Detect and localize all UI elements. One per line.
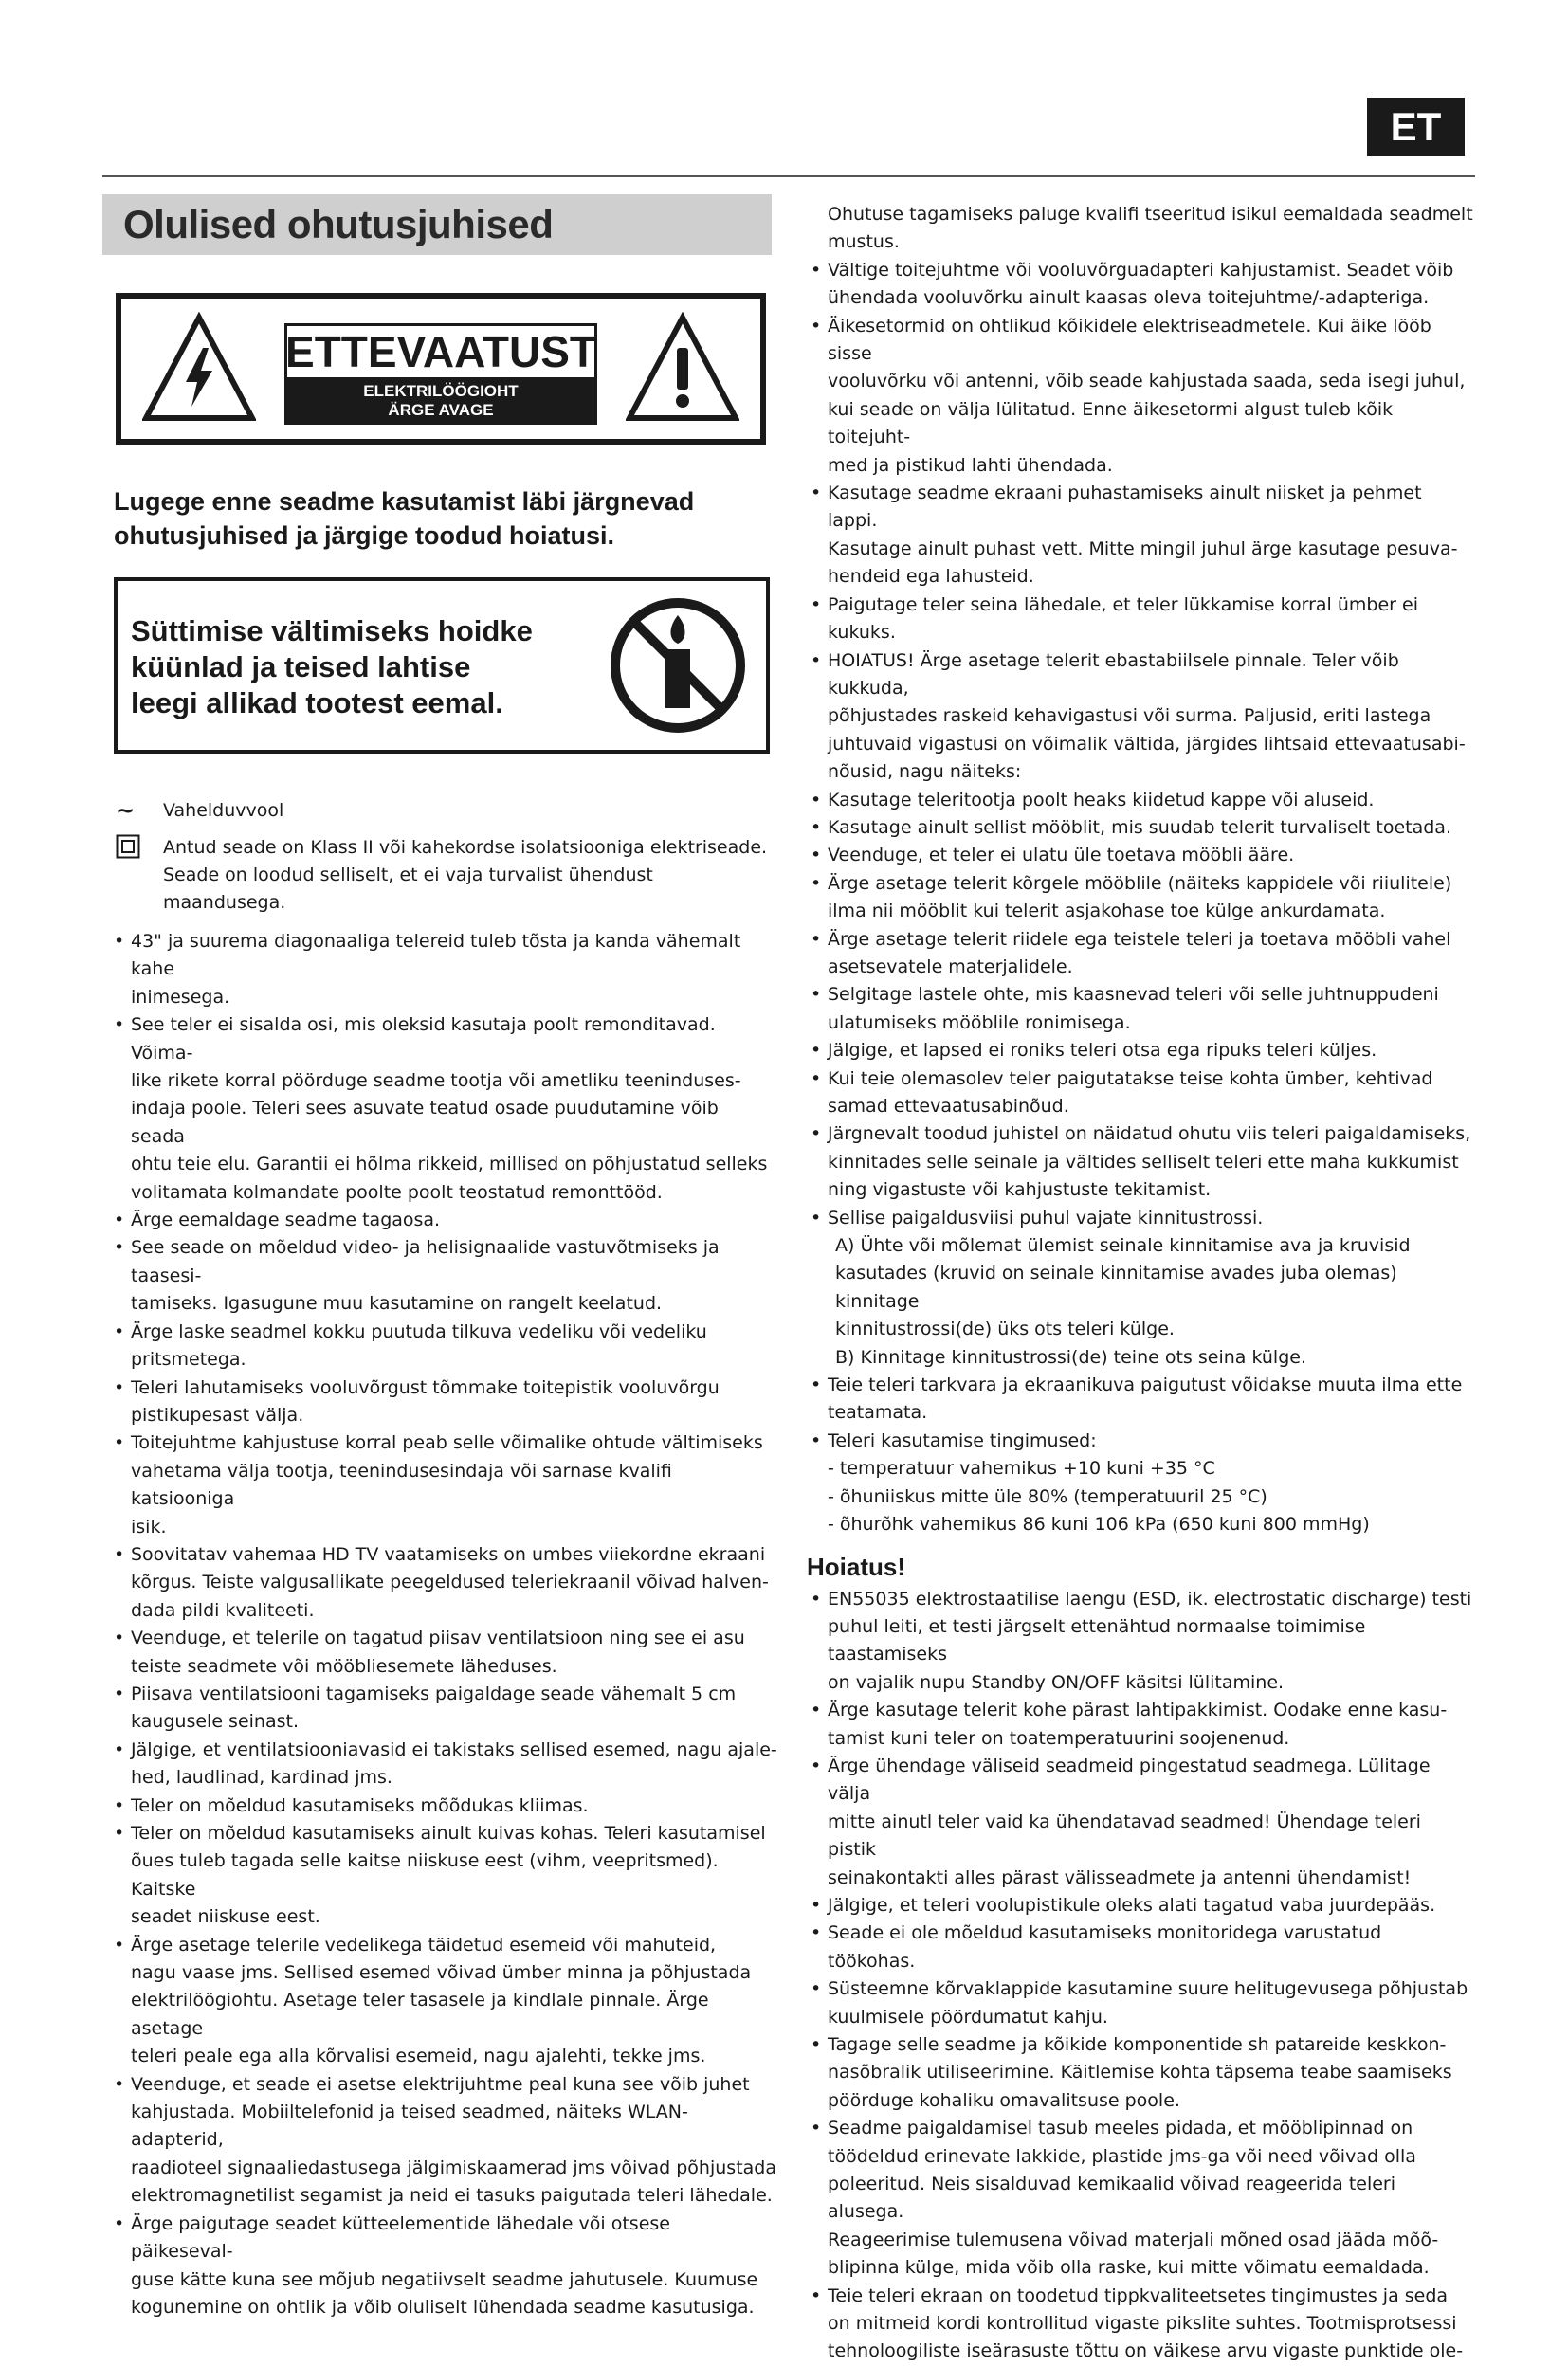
warning-item xyxy=(799,2115,1474,2282)
safety-item xyxy=(102,1319,777,1374)
caution-subtext xyxy=(284,377,597,425)
safety-item-line: • Sellise paigaldusviisi puhul vajate kinnitustrossi. xyxy=(828,1207,1264,1228)
safety-item-line: • Teleri kasutamise tingimused: xyxy=(828,1429,1097,1451)
condition-line: - temperatuur vahemikus +10 kuni +35 °C xyxy=(828,1458,1215,1480)
safety-item-line: volitamata kolmandate poolte poolt teostatud remonttööd. xyxy=(131,1181,663,1203)
operating-conditions xyxy=(799,1455,1474,1538)
safety-item xyxy=(799,1037,1474,1065)
safety-item xyxy=(799,647,1474,787)
safety-item xyxy=(799,981,1474,1037)
warning-item-line: • Jälgige, et teleri voolupistikule oleks alati tagatud vaba juurdepääs. xyxy=(828,1894,1436,1916)
safety-item-line: vahetama välja tootja, teenindusesindaja või sarnase kvalifi katsiooniga xyxy=(131,1460,672,1510)
safety-item-line: raadioteel signaaliedastusega jälgimiskaamerad jms võivad põhjustada xyxy=(131,2157,776,2178)
safety-item-line: guse kätte kuna see mõjub negatiivselt seadme jahutusele. Kuumuse xyxy=(131,2268,758,2290)
mounting-step-line: A) Ühte või mõlemat ülemist seinale kinnitamise ava ja kruvisid xyxy=(835,1235,1411,1257)
safety-item-line: kõrgus. Teiste valgusallikate peegeldused teleriekraanil võivad halven- xyxy=(131,1572,769,1593)
safety-item-line: • Kasutage ainult sellist mööblit, mis suudab telerit turvaliselt toetada. xyxy=(828,816,1451,838)
safety-item-line: elektromagnetilist segamist ja neid ei tasuks paigutada teleri lähedale. xyxy=(131,2185,773,2207)
safety-item xyxy=(799,926,1474,982)
safety-item-line: vooluvõrku või antenni, võib seade kahjustada saada, seda isegi juhul, xyxy=(828,371,1466,392)
warning-item xyxy=(799,2283,1474,2366)
safety-item xyxy=(102,1207,777,1234)
safety-item-line: pistikupesast välja. xyxy=(131,1404,304,1426)
warning-item-line: pöörduge kohaliku omavalitsuse poole. xyxy=(828,2089,1180,2111)
safety-item-line: • Jälgige, et ventilatsiooniavasid ei takistaks sellised esemed, nagu ajale- xyxy=(131,1738,777,1760)
safety-item-line: hendeid ega lahusteid. xyxy=(828,566,1034,588)
safety-item-line: • Kui teie olemasolev teler paigutatakse teise kohta ümber, kehtivad xyxy=(828,1067,1433,1089)
safety-item-line: seadet niiskuse eest. xyxy=(131,1906,320,1928)
safety-item-line: asetsevatele materjalidele. xyxy=(828,956,1073,977)
safety-item-line: • Teie teleri tarkvara ja ekraanikuva paigutust võidakse muuta ilma ette xyxy=(828,1374,1463,1396)
safety-item xyxy=(799,814,1474,842)
right-safety-list-2 xyxy=(799,1372,1474,1455)
right-safety-list xyxy=(799,257,1474,1232)
safety-item-line: • Ärge paigutage seadet kütteelementide lähedale või otsese päikeseval- xyxy=(131,2212,670,2263)
warning-item-line: puhul leiti, et testi järgselt ettenähtud normaalse toimimise taastamiseks xyxy=(828,1615,1366,1665)
safety-item-line: • Ärge asetage telerit kõrgele mööblile (näiteks kappidele või riiulitele) xyxy=(828,872,1452,894)
candle-warning-text xyxy=(131,613,586,721)
safety-item-line: • Teleri lahutamiseks vooluvõrgust tõmmake toitepistik vooluvõrgu xyxy=(131,1376,720,1398)
safety-item-line: ning vigastuste või kahjustuste tekitamist. xyxy=(828,1179,1212,1201)
no-open-flame-icon xyxy=(607,594,749,737)
safety-item-line: • Veenduge, et telerile on tagatud piisav ventilatsioon ning see ei asu xyxy=(131,1628,745,1649)
electric-shock-warning-icon xyxy=(142,312,256,426)
safety-item-line: elektrilöögiohtu. Asetage teler tasasele ja kindlale pinnale. Ärge asetage xyxy=(131,1990,709,2039)
symbol-class2 xyxy=(116,834,777,917)
left-safety-list xyxy=(102,928,777,2321)
safety-item-line: • Ärge laske seadmel kokku puutuda tilkuva vedeliku või vedeliku xyxy=(131,1320,707,1342)
warning-item xyxy=(799,1892,1474,1920)
safety-item-line: • Teler on mõeldud kasutamiseks ainult kuivas kohas. Teleri kasutamisel xyxy=(131,1823,766,1844)
condition-line: - õhuniiskus mitte üle 80% (temperatuuril 25 °C) xyxy=(828,1485,1267,1507)
caution-sub-line: ELEKTRILÖÖGIOHT xyxy=(363,382,519,400)
exclamation-warning-icon xyxy=(626,312,739,426)
warning-item-line: nasõbralik utiliseerimine. Käitlemise kohta täpsema teabe saamiseks xyxy=(828,2062,1452,2084)
lead-line: Lugege enne seadme kasutamist läbi järgnevad xyxy=(114,487,695,516)
safety-item-line: teatamata. xyxy=(828,1402,928,1424)
warning-item-line: • Seadme paigaldamisel tasub meeles pidada, et mööblipinnad on xyxy=(828,2118,1413,2139)
mounting-step-line: kasutades (kruvid on seinale kinnitamise avades juba olemas) kinnitage xyxy=(835,1263,1397,1312)
safety-item-line: ohtu teie elu. Garantii ei hõlma rikkeid, millised on põhjustatud selleks xyxy=(131,1154,768,1175)
safety-item-line: teiste seadmete või mööbliesemete läheduses. xyxy=(131,1655,557,1677)
safety-item xyxy=(799,870,1474,926)
safety-item-line: • 43" ja suurema diagonaaliga telereid tuleb tõsta ja kanda vähemalt kahe xyxy=(131,931,741,980)
warning-item xyxy=(799,2031,1474,2115)
warning-item-line: • Ärge kasutage telerit kohe pärast lahtipakkimist. Oodake enne kasu- xyxy=(828,1700,1448,1721)
safety-item-line: • See teler ei sisalda osi, mis oleksid kasutaja poolt remonditavad. Võima- xyxy=(131,1014,716,1064)
safety-item-line: Kasutage ainult puhast vett. Mitte mingil juhul ärge kasutage pesuva- xyxy=(828,537,1458,559)
warning-item-line: blipinna külge, mida võib olla raske, kui mitte võimatu eemaldada. xyxy=(828,2257,1430,2279)
safety-item-line: • Järgnevalt toodud juhistel on näidatud ohutu viis teleri paigaldamiseks, xyxy=(828,1123,1471,1145)
symbol-line: Antud seade on Klass II või kahekordse isolatsiooniga elektriseade. xyxy=(163,837,768,858)
candle-line: küünlad ja teised lahtise xyxy=(131,650,471,683)
warning-item-line: • EN55035 elektrostaatilise laengu (ESD, ik. electrostatic discharge) testi xyxy=(828,1588,1472,1610)
symbol-description xyxy=(163,834,777,917)
warning-item xyxy=(799,1697,1474,1753)
safety-item-line: • Ärge asetage telerit riidele ega teistele teleri ja toetava mööbli vahel xyxy=(828,928,1451,950)
safety-item-line: teleri peale ega alla kõrvalisi esemeid, nagu ajalehti, tekke jms. xyxy=(131,2046,706,2067)
candle-warning-box xyxy=(114,577,770,754)
caution-panel xyxy=(284,323,597,425)
warning-list xyxy=(799,1586,1474,2366)
header-rule xyxy=(102,175,1475,177)
safety-item-line: juhtuvaid vigastusi on võimalik vältida, järgides lihtsaid ettevaatusabi- xyxy=(828,733,1466,755)
safety-item xyxy=(799,1372,1474,1428)
safety-item xyxy=(102,1625,777,1681)
safety-item xyxy=(102,1681,777,1737)
warning-item-line: Reageerimise tulemusena võivad materjali mõned osad jääda mõõ- xyxy=(828,2229,1439,2250)
left-column xyxy=(102,194,777,2321)
safety-item-line: ulatumiseks mööblile ronimisega. xyxy=(828,1011,1131,1033)
safety-item xyxy=(102,1820,777,1932)
safety-item-line: põhjustades raskeid kehavigastusi või surma. Paljusid, eriti lastega xyxy=(828,705,1431,727)
safety-item-line: inimesega. xyxy=(131,986,230,1008)
safety-item xyxy=(102,1737,777,1793)
lead-line: ohutusjuhised ja järgige toodud hoiatusi. xyxy=(114,521,615,550)
warning-item-line: töödeldud erinevate lakkide, plastide jms-ga või need võivad olla xyxy=(828,2145,1416,2167)
warning-heading: Hoiatus! xyxy=(807,1552,905,1581)
safety-item xyxy=(102,1234,777,1318)
safety-item-line: • Ärge eemaldage seadme tagaosa. xyxy=(131,1210,441,1231)
safety-item-line: • Toitejuhtme kahjustuse korral peab selle võimalike ohtude vältimiseks xyxy=(131,1432,763,1454)
warning-item-line: tehnoloogiliste iseärasuste tõttu on väikese arvu vigaste punktide ole- xyxy=(828,2340,1464,2362)
safety-item-line: samad ettevaatusabinõud. xyxy=(828,1096,1069,1117)
symbol-line: Seade on loodud selliselt, et ei vaja turvalist ühendust xyxy=(163,864,653,885)
safety-item xyxy=(799,480,1474,592)
candle-line: Süttimise vältimiseks hoidke xyxy=(131,614,533,647)
warning-item-line: • Teie teleri ekraan on toodetud tippkvaliteetsetes tingimustes ja seda xyxy=(828,2284,1449,2306)
safety-item-line: • Veenduge, et teler ei ulatu üle toetava mööbli ääre. xyxy=(828,845,1295,866)
safety-item-line: • Äikesetormid on ohtlikud kõikidele elektriseadmetele. Kui äike lööb sisse xyxy=(828,315,1431,365)
warning-item-line: • Süsteemne kõrvaklappide kasutamine suure helitugevusega põhjustab xyxy=(828,1978,1468,2000)
safety-item xyxy=(102,1793,777,1820)
safety-item xyxy=(102,1374,777,1430)
candle-line: leegi allikad tootest eemal. xyxy=(131,686,503,719)
warning-item-line: • Seade ei ole mõeldud kasutamiseks monitoridega varustatud töökohas. xyxy=(828,1922,1382,1972)
intro-line: Ohutuse tagamiseks paluge kvalifi tseeritud isikul eemaldada seadmelt xyxy=(828,204,1473,225)
safety-item-line: õues tuleb tagada selle kaitse niiskuse eest (vihm, veepritsmed). Kaitske xyxy=(131,1850,719,1900)
safety-item xyxy=(102,1932,777,2071)
safety-item-line: • Kasutage seadme ekraani puhastamiseks ainult niisket ja pehmet lappi. xyxy=(828,482,1422,532)
mounting-step-line: B) Kinnitage kinnitustrossi(de) teine ots seina külge. xyxy=(835,1346,1306,1368)
warning-item xyxy=(799,1753,1474,1892)
safety-item xyxy=(799,1120,1474,1204)
intro-line: mustus. xyxy=(828,231,900,253)
safety-item-line: isik. xyxy=(131,1516,167,1538)
safety-item xyxy=(799,1065,1474,1121)
safety-item-line: ilma nii mööblit kui telerit asjakohase toe külge ankurdamata. xyxy=(828,901,1386,922)
warning-item-line: poleeritud. Neis sisalduvad kemikaalid võivad reageerida teleri alusega. xyxy=(828,2174,1396,2223)
safety-item-line: • Jälgige, et lapsed ei roniks teleri otsa ega ripuks teleri küljes. xyxy=(828,1040,1377,1062)
warning-item xyxy=(799,1586,1474,1698)
safety-item-line: • Teler on mõeldud kasutamiseks mõõdukas kliimas. xyxy=(131,1794,589,1816)
intro-text xyxy=(799,201,1474,257)
safety-item-line: pritsmetega. xyxy=(131,1349,246,1371)
safety-item xyxy=(102,1541,777,1625)
alternating-current-icon: ~ xyxy=(116,797,136,824)
safety-item xyxy=(102,2071,777,2211)
safety-item-line: • Piisava ventilatsiooni tagamiseks paigaldage seade vähemalt 5 cm xyxy=(131,1683,737,1704)
warning-item-line: on mitmeid kordi kontrollitud vigaste pikslite suhtes. Tootmisprotsessi xyxy=(828,2313,1457,2335)
condition-line: - õhurõhk vahemikus 86 kuni 106 kPa (650 kuni 800 mmHg) xyxy=(828,1514,1370,1536)
safety-item xyxy=(102,1011,777,1207)
caution-heading: ETTEVAATUST xyxy=(284,323,597,377)
safety-item-line: kahjustada. Mobiiltelefonid ja teised seadmed, näiteks WLAN-adapterid, xyxy=(131,2102,688,2151)
safety-item xyxy=(799,1428,1474,1455)
safety-item-line: nõusid, nagu näiteks: xyxy=(828,761,1022,783)
safety-item-line: • Kasutage teleritootja poolt heaks kiidetud kappe või aluseid. xyxy=(828,789,1375,810)
right-column xyxy=(799,201,1474,2366)
warning-item-line: on vajalik nupu Standby ON/OFF käsitsi lülitamine. xyxy=(828,1671,1285,1693)
safety-item xyxy=(102,1429,777,1541)
symbol-line: maandusega. xyxy=(163,892,286,913)
warning-item-line: mitte ainutl teler vaid ka ühendatavad seadmed! Ühendage teleri pistik xyxy=(828,1811,1421,1861)
safety-item xyxy=(799,313,1474,480)
page-title: Olulised ohutusjuhised xyxy=(123,202,554,246)
safety-item-line: kinnitades selle seinale ja vältides selliselt teleri ette maha kukkumist xyxy=(828,1151,1459,1173)
safety-item-line: kogunemine on ohtlik ja võib oluliselt lühendada seadme kasutusiga. xyxy=(131,2296,755,2318)
safety-item-line: kui seade on välja lülitatud. Enne äikesetormi algust tuleb kõik toitejuht- xyxy=(828,398,1394,448)
safety-item xyxy=(102,2211,777,2322)
warning-item-line: • Ärge ühendage väliseid seadmeid pingestatud seadmega. Lülitage välja xyxy=(828,1755,1431,1805)
safety-item-line: hed, laudlinad, kardinad jms. xyxy=(131,1767,392,1789)
safety-item-line: • Vältige toitejuhtme või vooluvõrguadapteri kahjustamist. Seadet võib xyxy=(828,259,1454,281)
safety-item-line: • Paigutage teler seina lähedale, et teler lükkamise korral ümber ei kukuks. xyxy=(828,593,1418,644)
safety-item-line: • See seade on mõeldud video- ja helisignaalide vastuvõtmiseks ja taasesi- xyxy=(131,1237,720,1286)
warning-item xyxy=(799,1975,1474,2031)
language-badge: ET xyxy=(1367,98,1465,156)
safety-item xyxy=(799,592,1474,647)
symbol-description: Vahelduvvool xyxy=(163,800,284,821)
caution-label xyxy=(116,293,766,445)
safety-item-line: tamiseks. Igasugune muu kasutamine on rangelt keelatud. xyxy=(131,1293,663,1315)
safety-item xyxy=(799,1205,1474,1232)
warning-item-line: • Tagage selle seadme ja kõikide komponentide sh patareide keskkon- xyxy=(828,2034,1447,2055)
warning-item-line: kuulmisele pöördumatut kahju. xyxy=(828,2006,1108,2028)
safety-item-line: • Veenduge, et seade ei asetse elektrijuhtme peal kuna see võib juhet xyxy=(131,2073,750,2095)
safety-item-line: dada pildi kvaliteeti. xyxy=(131,1599,315,1621)
safety-item-line: med ja pistikud lahti ühendada. xyxy=(828,454,1113,476)
mounting-steps xyxy=(799,1232,1474,1372)
safety-item xyxy=(102,928,777,1011)
safety-item-line: kaugusele seinast. xyxy=(131,1711,299,1733)
safety-item-line: indaja poole. Teleri sees asuvate teatud osade puudutamine võib seada xyxy=(131,1098,719,1147)
warning-item xyxy=(799,1920,1474,1975)
safety-item xyxy=(799,257,1474,313)
warning-item-line: seinakontakti alles pärast välisseadmete ja antenni ühendamist! xyxy=(828,1866,1412,1888)
safety-item-line: • Soovitatav vahemaa HD TV vaatamiseks on umbes viiekordne ekraani xyxy=(131,1543,766,1565)
safety-item xyxy=(799,787,1474,814)
safety-item-line: nagu vaase jms. Sellised esemed võivad ümber minna ja põhjustada xyxy=(131,1962,752,1984)
safety-item-line: • Selgitage lastele ohte, mis kaasnevad teleri või selle juhtnuppudeni xyxy=(828,984,1439,1006)
safety-item-line: ühendada vooluvõrku ainult kaasas oleva toitejuhtme/-adapteriga. xyxy=(828,287,1430,309)
symbol-ac xyxy=(116,797,777,825)
title-bar xyxy=(102,194,772,255)
class-ii-icon xyxy=(116,834,163,917)
safety-item-line: • HOIATUS! Ärge asetage telerit ebastabiilsele pinnale. Teler võib kukkuda, xyxy=(828,649,1399,699)
caution-sub-line: ÄRGE AVAGE xyxy=(388,401,494,419)
safety-item-line: like rikete korral pöörduge seadme tootja või ametliku teeninduses- xyxy=(131,1070,741,1092)
mounting-step-line: kinnitustrossi(de) üks ots teleri külge. xyxy=(835,1319,1175,1340)
warning-item-line: tamist kuni teler on toatemperatuurini soojenenud. xyxy=(828,1727,1290,1749)
lead-text xyxy=(114,484,777,553)
safety-item-line: • Ärge asetage telerile vedelikega täidetud esemeid või mahuteid, xyxy=(131,1934,717,1956)
safety-item xyxy=(799,842,1474,869)
